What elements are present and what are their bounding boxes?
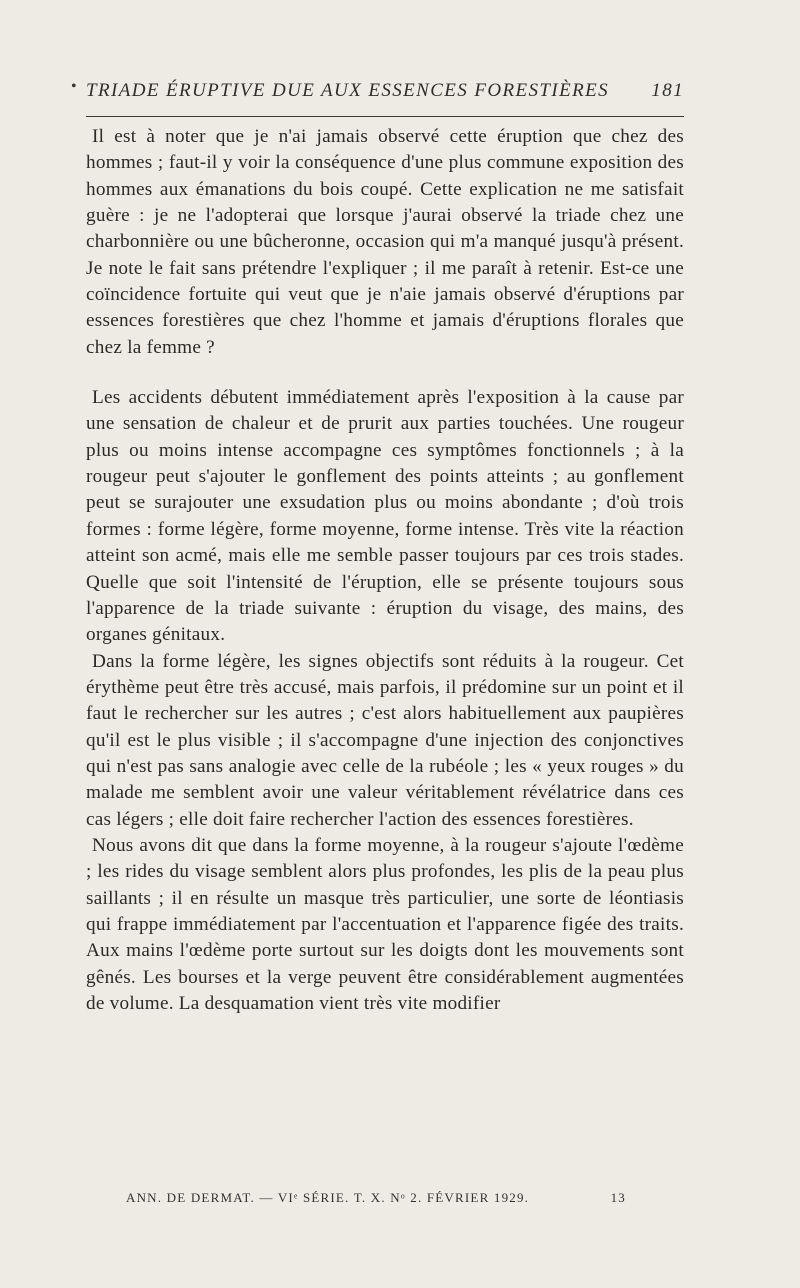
header-bullet: • — [71, 78, 77, 95]
paragraph: Dans la forme légère, les signes objectifs sont réduits à la rougeur. Cet érythème peut être très accusé, mais parfois, il prédomine sur un point et il faut le rechercher sur les autres ; c'est alors habituellement aux paupières qu'il est le plus visible ; il s'accompagne d'une injection des conjonctives qui n'est pas sans analogie avec celle de la rubéole ; les « yeux rouges » du malade me semblent avoir une valeur véritablement révélatrice dans ces cas légers ; elle doit faire rechercher l'action des essences forestières. — [86, 650, 684, 830]
running-title: TRIADE ÉRUPTIVE DUE AUX ESSENCES FORESTIÈRES — [86, 80, 609, 101]
paragraph: Il est à noter que je n'ai jamais observé cette éruption que chez des hommes ; faut-il y voir la conséquence d'une plus commune exposition des hommes aux émanations du bois coupé. Cette explication ne me satisfait guère : je ne l'adopterai que lorsque j'aurai observé la triade chez une charbonnière ou une bûcheronne, occasion qui m'a manqué jusqu'à présent. Je note le fait sans prétendre l'expliquer ; il me paraît à retenir. Est-ce une coïncidence fortuite qui veut que je n'aie jamais observé d'éruptions par essences forestières que chez l'homme et jamais d'éruptions florales que chez la femme ? — [86, 126, 684, 358]
signature-number: 13 — [610, 1190, 626, 1205]
page-footer — [126, 1190, 626, 1206]
paragraph: Les accidents débutent immédiatement après l'exposition à la cause par une sensation de chaleur et de prurit aux parties touchées. Une rougeur plus ou moins intense accompagne ces symptômes fonctionnels ; à la rougeur peut s'ajouter le gonflement des points atteints ; au gonflement peut se surajouter une exsudation plus ou moins abondante ; d'où trois formes : forme légère, forme moyenne, forme intense. Très vite la réaction atteint son acmé, mais elle me semble passer toujours par ces trois stades. Quelle que soit l'intensité de l'éruption, elle se présente toujours sous l'apparence de la triade suivante : éruption du visage, des mains, des organes génitaux. — [86, 387, 684, 646]
header-rule — [86, 116, 684, 117]
running-head — [86, 80, 684, 102]
body-text — [86, 124, 684, 1017]
paragraph: Nous avons dit que dans la forme moyenne, à la rougeur s'ajoute l'œdème ; les rides du visage semblent alors plus profondes, les plis de la peau plus saillants ; il en résulte un masque très particulier, une sorte de léontiasis qui frappe immédiatement par l'accentuation et l'apparence figée des traits. Aux mains l'œdème porte surtout sur les doigts dont les mouvements sont gênés. Les bourses et la verge peuvent être considérablement augmentées de volume. La desquamation vient très vite modifier — [86, 834, 684, 1014]
journal-citation: ANN. DE DERMAT. — VIᵉ SÉRIE. T. X. Nᵒ 2. FÉVRIER 1929. — [126, 1190, 530, 1205]
page-number: 181 — [651, 80, 684, 101]
